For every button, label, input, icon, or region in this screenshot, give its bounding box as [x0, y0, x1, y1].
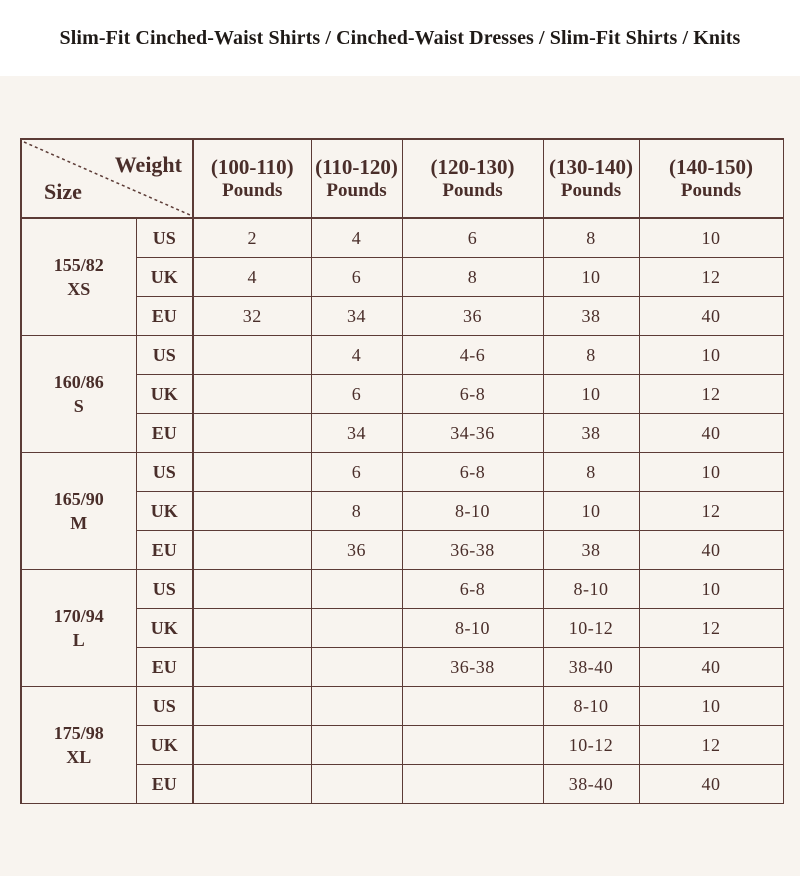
- size-measure: 155/82: [53, 255, 104, 275]
- size-value-cell: 8-10: [402, 609, 543, 648]
- size-value-cell: [311, 726, 402, 765]
- size-value-cell: 12: [639, 258, 783, 297]
- size-system-cell: UK: [136, 492, 193, 531]
- size-value-cell: [193, 609, 311, 648]
- size-system-cell: UK: [136, 609, 193, 648]
- weight-axis-label: Weight: [114, 152, 182, 177]
- size-value-cell: 6-8: [402, 375, 543, 414]
- size-value-cell: 36-38: [402, 531, 543, 570]
- table-row: [21, 453, 783, 492]
- size-value-cell: 40: [639, 765, 783, 804]
- size-system-cell: EU: [136, 531, 193, 570]
- size-value-cell: [193, 453, 311, 492]
- size-label-cell: [21, 687, 136, 804]
- size-value-cell: 4: [311, 218, 402, 258]
- size-value-cell: 36-38: [402, 648, 543, 687]
- size-chart-table: [20, 138, 784, 804]
- size-system-cell: US: [136, 570, 193, 609]
- size-letter: S: [73, 396, 84, 416]
- size-value-cell: 10: [639, 570, 783, 609]
- size-value-cell: 10: [639, 453, 783, 492]
- weight-unit: Pounds: [326, 179, 387, 201]
- size-value-cell: 34-36: [402, 414, 543, 453]
- size-value-cell: 38-40: [543, 765, 639, 804]
- weight-range: (130-140): [549, 154, 633, 179]
- table-row: [21, 609, 783, 648]
- size-value-cell: [402, 765, 543, 804]
- size-system-cell: EU: [136, 765, 193, 804]
- size-system-cell: EU: [136, 297, 193, 336]
- weight-unit: Pounds: [560, 179, 622, 201]
- size-label-cell: [21, 218, 136, 336]
- size-value-cell: 12: [639, 492, 783, 531]
- table-row: [21, 531, 783, 570]
- size-value-cell: 10: [639, 336, 783, 375]
- size-letter: XL: [66, 747, 92, 767]
- size-value-cell: [193, 726, 311, 765]
- size-system-cell: US: [136, 218, 193, 258]
- size-value-cell: 6: [311, 258, 402, 297]
- size-value-cell: 10: [543, 258, 639, 297]
- size-label-cell: [21, 336, 136, 453]
- size-value-cell: 4-6: [402, 336, 543, 375]
- header-row: [21, 139, 783, 218]
- title-bar: [0, 0, 800, 76]
- size-value-cell: 8-10: [402, 492, 543, 531]
- corner-header: [21, 139, 193, 218]
- weight-column-header: [193, 139, 311, 218]
- size-system-cell: US: [136, 453, 193, 492]
- weight-column-header: [311, 139, 402, 218]
- size-value-cell: [193, 531, 311, 570]
- size-value-cell: [402, 687, 543, 726]
- size-value-cell: [193, 765, 311, 804]
- table-row: [21, 297, 783, 336]
- table-row: [21, 492, 783, 531]
- size-system-cell: EU: [136, 414, 193, 453]
- weight-unit: Pounds: [442, 179, 503, 201]
- size-value-cell: 36: [402, 297, 543, 336]
- weight-range: (100-110): [210, 154, 294, 179]
- size-value-cell: 10: [639, 218, 783, 258]
- size-letter: XS: [67, 279, 91, 299]
- size-value-cell: 40: [639, 648, 783, 687]
- table-row: [21, 765, 783, 804]
- size-value-cell: 40: [639, 297, 783, 336]
- weight-range: (120-130): [430, 154, 515, 179]
- size-value-cell: 10: [543, 492, 639, 531]
- size-value-cell: [193, 570, 311, 609]
- size-value-cell: 6-8: [402, 570, 543, 609]
- size-value-cell: [193, 375, 311, 414]
- size-value-cell: [402, 726, 543, 765]
- size-value-cell: 8: [543, 336, 639, 375]
- weight-unit: Pounds: [680, 179, 742, 201]
- size-value-cell: 10: [543, 375, 639, 414]
- size-chart-body: [21, 218, 783, 804]
- size-measure: 165/90: [53, 489, 104, 509]
- size-value-cell: 34: [311, 297, 402, 336]
- size-value-cell: 10: [639, 687, 783, 726]
- table-row: [21, 375, 783, 414]
- size-value-cell: 6: [311, 453, 402, 492]
- size-letter: L: [72, 630, 85, 650]
- size-value-cell: 12: [639, 375, 783, 414]
- weight-range: (140-150): [669, 154, 753, 179]
- table-row: [21, 414, 783, 453]
- size-measure: 170/94: [53, 606, 104, 626]
- size-system-cell: EU: [136, 648, 193, 687]
- size-axis-label: Size: [44, 179, 82, 204]
- size-system-cell: US: [136, 687, 193, 726]
- table-row: [21, 258, 783, 297]
- size-value-cell: 4: [193, 258, 311, 297]
- size-value-cell: [193, 648, 311, 687]
- size-value-cell: 38-40: [543, 648, 639, 687]
- page-title: Slim-Fit Cinched-Waist Shirts / Cinched-Waist Dresses / Slim-Fit Shirts / Knits: [59, 26, 741, 49]
- size-value-cell: [311, 765, 402, 804]
- size-value-cell: 2: [193, 218, 311, 258]
- size-letter: M: [70, 513, 88, 533]
- size-value-cell: 34: [311, 414, 402, 453]
- size-value-cell: 38: [543, 414, 639, 453]
- size-value-cell: 38: [543, 531, 639, 570]
- size-value-cell: 4: [311, 336, 402, 375]
- size-value-cell: 6: [402, 218, 543, 258]
- size-label-cell: [21, 453, 136, 570]
- weight-range: (110-120): [315, 154, 398, 179]
- size-value-cell: [193, 492, 311, 531]
- size-value-cell: [311, 648, 402, 687]
- size-value-cell: 12: [639, 726, 783, 765]
- size-value-cell: 8: [311, 492, 402, 531]
- size-value-cell: 8: [543, 453, 639, 492]
- size-value-cell: [311, 609, 402, 648]
- size-value-cell: 12: [639, 609, 783, 648]
- size-value-cell: 8-10: [543, 687, 639, 726]
- size-value-cell: [311, 570, 402, 609]
- weight-column-header: [543, 139, 639, 218]
- size-value-cell: 10-12: [543, 609, 639, 648]
- table-row: [21, 726, 783, 765]
- size-value-cell: 6-8: [402, 453, 543, 492]
- size-value-cell: 10-12: [543, 726, 639, 765]
- size-value-cell: 32: [193, 297, 311, 336]
- size-value-cell: 36: [311, 531, 402, 570]
- size-value-cell: 40: [639, 414, 783, 453]
- size-value-cell: 8-10: [543, 570, 639, 609]
- table-row: [21, 218, 783, 258]
- size-value-cell: 8: [402, 258, 543, 297]
- table-row: [21, 570, 783, 609]
- weight-column-header: [402, 139, 543, 218]
- size-system-cell: UK: [136, 258, 193, 297]
- size-value-cell: [193, 687, 311, 726]
- table-row: [21, 336, 783, 375]
- table-row: [21, 687, 783, 726]
- weight-column-header: [639, 139, 783, 218]
- size-label-cell: [21, 570, 136, 687]
- size-value-cell: 40: [639, 531, 783, 570]
- size-system-cell: UK: [136, 375, 193, 414]
- size-value-cell: 6: [311, 375, 402, 414]
- size-value-cell: 38: [543, 297, 639, 336]
- size-system-cell: UK: [136, 726, 193, 765]
- weight-unit: Pounds: [222, 179, 283, 201]
- size-measure: 175/98: [53, 723, 104, 743]
- size-system-cell: US: [136, 336, 193, 375]
- size-value-cell: [311, 687, 402, 726]
- size-value-cell: 8: [543, 218, 639, 258]
- table-row: [21, 648, 783, 687]
- size-measure: 160/86: [53, 372, 104, 392]
- size-value-cell: [193, 414, 311, 453]
- size-value-cell: [193, 336, 311, 375]
